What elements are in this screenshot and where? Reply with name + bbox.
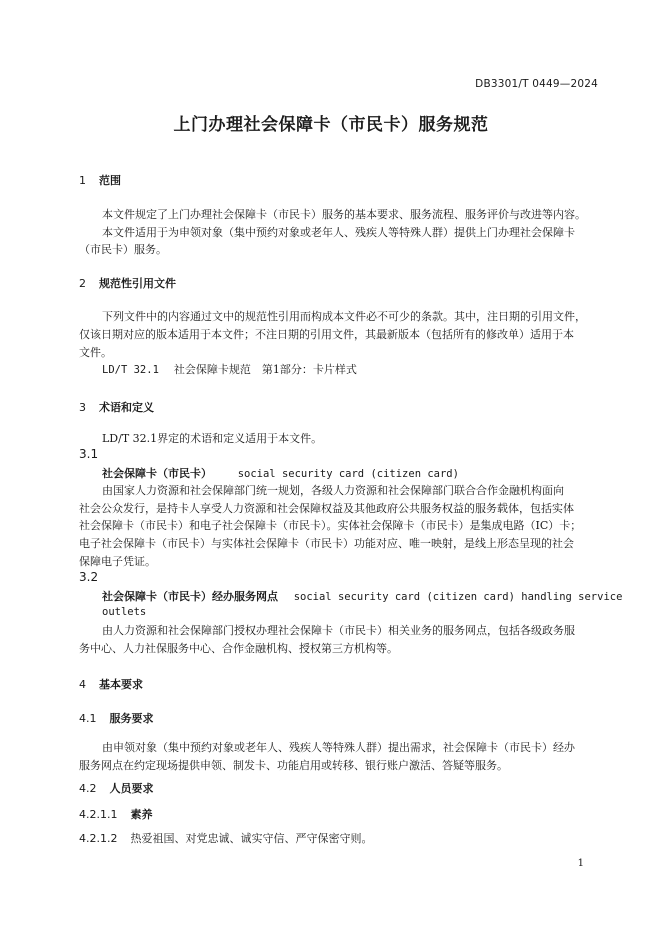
term-chinese: 社会保障卡（市民卡）: [102, 467, 212, 480]
section-number: 2: [79, 277, 86, 290]
paragraph-line: LD/T 32.1界定的术语和定义适用于本文件。: [102, 432, 323, 445]
subsection-number: 4.2: [79, 782, 97, 795]
section-title: 术语和定义: [99, 401, 154, 414]
clause-title: 素养: [130, 808, 153, 821]
reference-title: 社会保障卡规范 第1部分：卡片样式: [173, 363, 357, 376]
term-english-continued: outlets: [102, 606, 147, 618]
term-number: 3.1: [79, 447, 99, 461]
clause-4-2-1-1-heading: [79, 806, 152, 822]
section-number: 1: [79, 174, 86, 187]
term-english: social security card (citizen card): [237, 468, 459, 480]
paragraph-line: 由申领对象（集中预约对象或老年人、残疾人等特殊人群）提出需求，社会保障卡（市民卡）经办: [102, 741, 575, 754]
paragraph-line: 文件。: [79, 346, 112, 359]
paragraph-line: 本文件适用于为申领对象（集中预约对象或老年人、残疾人等特殊人群）提供上门办理社会保障卡: [102, 226, 575, 239]
subsection-4-1-heading: [79, 710, 154, 726]
term-number: 3.2: [79, 570, 99, 584]
paragraph-line: 由国家人力资源和社会保障部门统一规划，各级人力资源和社会保障部门联合合作金融机构面向: [102, 484, 564, 497]
paragraph-line: 服务网点在约定现场提供申领、制发卡、功能启用或转移、银行账户激活、答疑等服务。: [79, 759, 508, 772]
section-title: 基本要求: [99, 678, 143, 691]
section-2-heading: [79, 275, 176, 291]
subsection-number: 4.1: [79, 712, 97, 725]
term-english: social security card (citizen card) handling service: [293, 591, 623, 603]
clause-text: 热爱祖国、对党忠诚、诚实守信、严守保密守则。: [130, 832, 373, 845]
paragraph-line: 保障电子凭证。: [79, 555, 156, 568]
subsection-4-2-heading: [79, 780, 154, 796]
page-number: 1: [577, 858, 584, 869]
document-number: DB3301/T 0449—2024: [475, 78, 598, 90]
normative-reference: [102, 360, 357, 380]
term-entry: [102, 465, 459, 481]
paragraph-line: 下列文件中的内容通过文中的规范性引用而构成本文件必不可少的条款。其中，注日期的引用文件，: [102, 310, 586, 323]
paragraph-line: 务中心、人力社保服务中心、合作金融机构、授权第三方机构等。: [79, 642, 398, 655]
section-3-heading: [79, 399, 154, 415]
term-chinese: 社会保障卡（市民卡）经办服务网点: [102, 590, 278, 603]
term-entry: [102, 588, 622, 604]
paragraph-line: 社会保障卡（市民卡）和电子社会保障卡（市民卡）。实体社会保障卡（市民卡）是集成电路（IC）卡；: [79, 519, 582, 532]
section-1-heading: [79, 172, 121, 188]
subsection-title: 服务要求: [109, 712, 154, 725]
paragraph-line: 电子社会保障卡（市民卡）与实体社会保障卡（市民卡）功能对应、唯一映射，是线上形态呈现的社会: [79, 537, 574, 550]
clause-number: 4.2.1.2: [79, 832, 118, 845]
clause-number: 4.2.1.1: [79, 808, 118, 821]
section-title: 规范性引用文件: [99, 277, 176, 290]
reference-code: LD/T 32.1: [102, 364, 159, 376]
paragraph-line: 仅该日期对应的版本适用于本文件；不注日期的引用文件，其最新版本（包括所有的修改单）适用于本: [79, 328, 574, 341]
paragraph-line: （市民卡）服务。: [79, 243, 167, 256]
paragraph-line: 由人力资源和社会保障部门授权办理社会保障卡（市民卡）相关业务的服务网点，包括各级政务服: [102, 624, 575, 637]
clause-4-2-1-2: [79, 830, 372, 846]
section-number: 3: [79, 401, 86, 414]
subsection-title: 人员要求: [109, 782, 154, 795]
section-title: 范围: [99, 174, 121, 187]
section-number: 4: [79, 678, 86, 691]
paragraph-line: 本文件规定了上门办理社会保障卡（市民卡）服务的基本要求、服务流程、服务评价与改进等内容。: [102, 208, 586, 221]
page-title: 上门办理社会保障卡（市民卡）服务规范: [173, 115, 489, 135]
paragraph-line: 社会公众发行，是持卡人享受人力资源和社会保障权益及其他政府公共服务权益的服务载体，包括实体: [79, 502, 574, 515]
section-4-heading: [79, 676, 143, 692]
